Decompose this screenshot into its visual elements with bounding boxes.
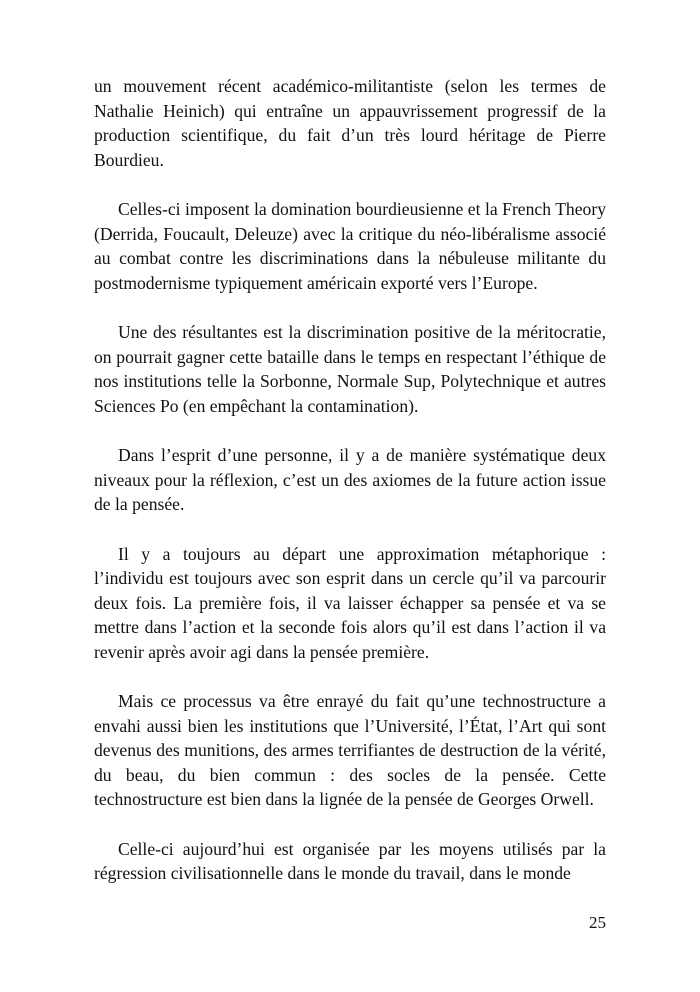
page-body: [94, 74, 606, 911]
paragraph-two-levels: Dans l’esprit d’une personne, il y a de manière systématique deux niveaux pour la réflexion, c’est un des axiomes de la future action issue de la pensée.: [94, 445, 606, 514]
paragraph-metaphor: Il y a toujours au départ une approximation métaphorique : l’individu est toujours avec son esprit dans un cercle qu’il va parcourir deux fois. La première fois, il va laisser échapper sa pensée et va se mettre dans l’action et la seconde fois alors qu’il est dans l’action il va revenir après avoir agi dans la pensée première.: [94, 543, 606, 662]
paragraph-technostructure: Mais ce processus va être enrayé du fait qu’une technostructure a envahi aussi bien les institutions que l’Université, l’État, l’Art qui sont devenus des munitions, des armes terrifiantes de destruction de la vérité, du beau, du bien commun : des socles de la pensée. Cette technostructure est bien dans la lignée de la pensée de Georges Orwell.: [94, 691, 606, 809]
paragraph-continuation: un mouvement récent académico-militantiste (selon les termes de Nathalie Heinich) qui entraîne un appauvrissement progressif de la production scientifique, du fait d’un très lourd héritage de Pierre Bourdieu.: [94, 76, 606, 170]
page-number: 25: [589, 913, 606, 932]
paragraph-regression: Celle-ci aujourd’hui est organisée par les moyens utilisés par la régression civilisationnelle dans le monde du travail, dans le monde: [94, 838, 606, 883]
paragraph-meritocracy: Une des résultantes est la discrimination positive de la méritocratie, on pourrait gagner cette bataille dans le temps en respectant l’éthique de nos institutions telle la Sorbonne, Normale Sup, Polytechnique et autres Sciences Po (en empêchant la contamination).: [94, 322, 606, 416]
paragraph-french-theory: Celles-ci imposent la domination bourdieusienne et la French Theory (Derrida, Foucault, Deleuze) avec la critique du néo-libéralisme associé au combat contre les discriminations dans la nébuleuse militante du postmodernisme typiquement américain exporté vers l’Europe.: [94, 199, 606, 293]
